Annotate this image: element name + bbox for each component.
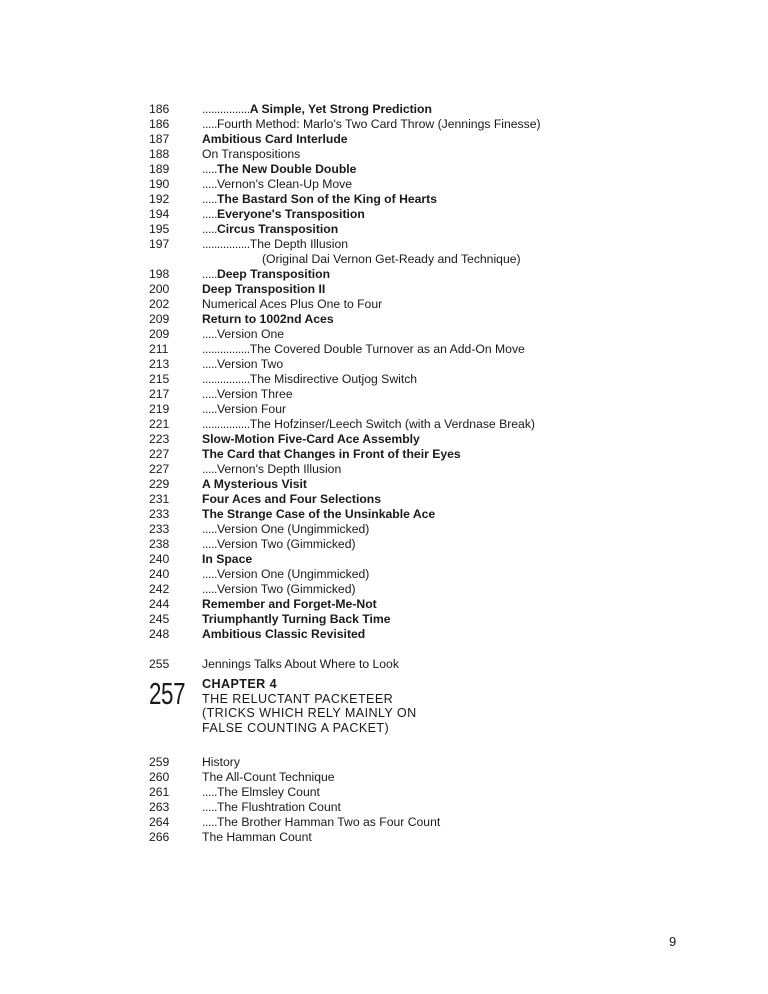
toc-page-number: 209 — [149, 327, 170, 341]
toc-leader-dots: ..... — [202, 222, 217, 236]
toc-title: Version One (Ungimmicked) — [216, 567, 370, 581]
toc-title: On Transpositions — [202, 147, 301, 161]
toc-title: Version One (Ungimmicked) — [216, 522, 370, 536]
toc-row — [149, 282, 749, 297]
toc-page-number: 259 — [149, 755, 170, 769]
toc-row — [149, 755, 749, 770]
toc-row — [149, 462, 749, 477]
toc-page-number: 240 — [149, 552, 170, 566]
toc-page-number: 189 — [149, 162, 170, 176]
toc-title: Slow-Motion Five-Card Ace Assembly — [202, 432, 420, 446]
chapter-title-line: (TRICKS WHICH RELY MAINLY ON — [202, 706, 417, 720]
toc-row — [149, 477, 749, 492]
toc-entry — [202, 162, 749, 177]
toc-row — [149, 612, 749, 627]
toc-group — [149, 102, 749, 252]
toc-page-number: 223 — [149, 432, 170, 446]
toc-leader-dots: ..... — [202, 785, 217, 799]
toc-row — [149, 102, 749, 117]
toc-entry — [202, 282, 749, 297]
toc-entry — [202, 770, 749, 785]
chapter-heading — [149, 677, 749, 735]
toc-title: Return to 1002nd Aces — [202, 312, 334, 326]
toc-entry — [202, 755, 749, 770]
toc-entry — [202, 462, 749, 477]
toc-leader-dots: ................ — [202, 372, 250, 386]
toc-entry — [202, 192, 749, 207]
toc-row — [149, 830, 749, 845]
toc-group — [149, 267, 749, 642]
page-number: 9 — [669, 934, 677, 949]
toc-entry — [202, 567, 749, 582]
toc-leader-dots: ..... — [202, 177, 217, 191]
toc-page-number: 197 — [149, 237, 170, 251]
toc-page-number: 190 — [149, 177, 170, 191]
toc-leader-dots: ..... — [202, 117, 217, 131]
toc-entry — [202, 447, 749, 462]
toc-row — [149, 297, 749, 312]
toc-title: The Bastard Son of the King of Hearts — [216, 192, 438, 206]
toc-leader-dots: ................ — [202, 417, 250, 431]
toc-page-number: 229 — [149, 477, 170, 491]
toc-row — [149, 432, 749, 447]
toc-group — [149, 755, 749, 845]
toc-entry — [202, 537, 749, 552]
toc-row — [149, 132, 749, 147]
chapter-title-line: FALSE COUNTING A PACKET) — [202, 720, 390, 735]
toc-title: Remember and Forget-Me-Not — [202, 597, 377, 611]
toc-leader-dots: ..... — [202, 387, 217, 401]
toc-leader-dots: ................ — [202, 102, 250, 116]
toc-row — [149, 417, 749, 432]
toc-page-number: 217 — [149, 387, 170, 401]
toc-title: The Hamman Count — [202, 830, 312, 844]
toc-page-number: 219 — [149, 402, 170, 416]
toc-entry — [202, 417, 749, 432]
toc-title: The Misdirective Outjog Switch — [249, 372, 418, 386]
toc-entry — [202, 237, 749, 252]
toc-title: The Covered Double Turnover as an Add-On Move — [249, 342, 525, 356]
toc-entry — [202, 800, 749, 815]
toc-title: The New Double Double — [216, 162, 357, 176]
toc-page-number: 244 — [149, 597, 170, 611]
toc-row — [149, 785, 749, 800]
toc-title: Version One — [216, 327, 285, 341]
toc-page-number: 233 — [149, 507, 170, 521]
toc-page-number: 233 — [149, 522, 170, 536]
toc-entry — [202, 267, 749, 282]
toc-page-number: 227 — [149, 447, 170, 461]
chapter-text — [202, 677, 417, 735]
toc-title: The Elmsley Count — [216, 785, 320, 799]
toc-title: The Brother Hamman Two as Four Count — [216, 815, 441, 829]
toc-title: The Strange Case of the Unsinkable Ace — [202, 507, 436, 521]
toc-page-number: 194 — [149, 207, 170, 221]
toc-entry — [202, 785, 749, 800]
chapter-page-number: 257 — [149, 676, 186, 711]
toc-page-number: 195 — [149, 222, 170, 236]
toc-entry — [202, 492, 749, 507]
toc-page-number: 227 — [149, 462, 170, 476]
toc-title: The All-Count Technique — [202, 770, 335, 784]
toc-entry — [202, 597, 749, 612]
toc-row — [149, 582, 749, 597]
toc-leader-dots: ..... — [202, 800, 217, 814]
toc-leader-dots: ................ — [202, 237, 250, 251]
toc-leader-dots: ..... — [202, 567, 217, 581]
toc-title: Version Three — [216, 387, 293, 401]
toc-row — [149, 387, 749, 402]
toc-row — [149, 567, 749, 582]
toc-title: A Mysterious Visit — [202, 477, 307, 491]
toc-title: In Space — [202, 552, 253, 566]
toc-title: Circus Transposition — [216, 222, 339, 236]
toc-entry — [202, 612, 749, 627]
toc-page-number: 209 — [149, 312, 170, 326]
toc-title: Ambitious Classic Revisited — [202, 627, 366, 641]
spacer — [149, 642, 749, 657]
toc-leader-dots: ..... — [202, 162, 217, 176]
toc-entry — [202, 507, 749, 522]
toc-leader-dots: ................ — [202, 342, 250, 356]
toc-row — [149, 597, 749, 612]
toc-entry — [202, 117, 749, 132]
toc-row — [149, 327, 749, 342]
toc-entry — [202, 372, 749, 387]
toc-page-number: 200 — [149, 282, 170, 296]
toc-leader-dots: ..... — [202, 267, 217, 281]
toc-leader-dots: ..... — [202, 207, 217, 221]
toc-row — [149, 552, 749, 567]
toc-row — [149, 522, 749, 537]
toc-row — [149, 537, 749, 552]
toc-leader-dots: ..... — [202, 815, 217, 829]
toc-row — [149, 657, 749, 672]
toc-entry — [202, 132, 749, 147]
toc-continuation-row — [149, 252, 749, 267]
toc-entry — [202, 627, 749, 642]
toc-row — [149, 770, 749, 785]
toc-page-number: 198 — [149, 267, 170, 281]
toc-page-number: 266 — [149, 830, 170, 844]
toc-row — [149, 237, 749, 252]
toc-row — [149, 312, 749, 327]
toc-title: The Flushtration Count — [216, 800, 341, 814]
toc-entry — [202, 102, 749, 117]
toc-title: The Hofzinser/Leech Switch (with a Verdnase Break) — [249, 417, 535, 431]
toc-entry — [202, 552, 749, 567]
toc-row — [149, 357, 749, 372]
toc-leader-dots: ..... — [202, 357, 217, 371]
toc-page-number: 263 — [149, 800, 170, 814]
toc-entry — [202, 477, 749, 492]
toc-page-number: 211 — [149, 342, 169, 356]
chapter-title-line: THE RELUCTANT PACKETEER — [202, 691, 394, 706]
toc-entry — [202, 342, 749, 357]
toc-page-number: 255 — [149, 657, 170, 671]
toc-page-number: 242 — [149, 582, 170, 596]
toc-title: Vernon's Clean-Up Move — [216, 177, 353, 191]
toc-title: The Depth Illusion — [249, 237, 349, 251]
toc-row — [149, 492, 749, 507]
toc-title: Version Two (Gimmicked) — [216, 537, 356, 551]
toc-row — [149, 267, 749, 282]
toc-entry — [202, 297, 749, 312]
toc-entry — [202, 147, 749, 162]
toc-page-number: 248 — [149, 627, 170, 641]
table-of-contents — [149, 102, 749, 845]
toc-page-number: 261 — [149, 785, 170, 799]
toc-page-number: 221 — [149, 417, 170, 431]
toc-title: Fourth Method: Marlo's Two Card Throw (Jennings Finesse) — [216, 117, 541, 131]
toc-leader-dots: ..... — [202, 537, 217, 551]
toc-title: Version Two — [216, 357, 284, 371]
toc-entry — [202, 402, 749, 417]
toc-row — [149, 447, 749, 462]
toc-leader-dots: ..... — [202, 192, 217, 206]
toc-row — [149, 402, 749, 417]
toc-row — [149, 192, 749, 207]
toc-title: Triumphantly Turning Back Time — [202, 612, 391, 626]
toc-page-number: 213 — [149, 357, 170, 371]
toc-entry — [202, 222, 749, 237]
toc-entry — [202, 815, 749, 830]
toc-page-number: 245 — [149, 612, 170, 626]
toc-row — [149, 627, 749, 642]
toc-row — [149, 222, 749, 237]
toc-title: History — [202, 755, 240, 769]
toc-leader-dots: ..... — [202, 582, 217, 596]
toc-page-number: 215 — [149, 372, 170, 386]
toc-page-number: 238 — [149, 537, 170, 551]
toc-row — [149, 342, 749, 357]
toc-title: Ambitious Card Interlude — [202, 132, 348, 146]
toc-group — [149, 657, 749, 672]
toc-leader-dots: ..... — [202, 327, 217, 341]
toc-entry — [202, 357, 749, 372]
toc-page-number: 187 — [149, 132, 170, 146]
toc-leader-dots: ..... — [202, 402, 217, 416]
toc-title: Version Two (Gimmicked) — [216, 582, 356, 596]
toc-title: Four Aces and Four Selections — [202, 492, 382, 506]
toc-title: Version Four — [216, 402, 287, 416]
toc-entry — [202, 522, 749, 537]
toc-title-continuation: (Original Dai Vernon Get-Ready and Technique) — [262, 252, 521, 266]
toc-leader-dots: ..... — [202, 522, 217, 536]
toc-entry — [202, 432, 749, 447]
toc-page-number: 188 — [149, 147, 170, 161]
toc-row — [149, 147, 749, 162]
toc-row — [149, 507, 749, 522]
toc-entry — [202, 387, 749, 402]
toc-entry — [202, 830, 749, 845]
chapter-label: CHAPTER 4 — [202, 677, 277, 691]
toc-row — [149, 162, 749, 177]
toc-entry — [202, 327, 749, 342]
toc-page-number: 260 — [149, 770, 170, 784]
toc-page-number: 186 — [149, 102, 170, 116]
toc-title: Everyone's Transposition — [216, 207, 365, 221]
toc-page-number: 202 — [149, 297, 170, 311]
toc-row — [149, 372, 749, 387]
toc-row — [149, 800, 749, 815]
toc-page-number: 231 — [149, 492, 170, 506]
toc-entry — [202, 582, 749, 597]
toc-entry — [202, 177, 749, 192]
toc-row — [149, 207, 749, 222]
toc-page-number: 186 — [149, 117, 170, 131]
toc-row — [149, 177, 749, 192]
toc-leader-dots: ..... — [202, 462, 217, 476]
toc-title: Vernon's Depth Illusion — [216, 462, 342, 476]
toc-page-number: 240 — [149, 567, 170, 581]
toc-entry — [202, 312, 749, 327]
toc-entry — [202, 657, 749, 672]
toc-title: Deep Transposition II — [202, 282, 326, 296]
toc-title: A Simple, Yet Strong Prediction — [249, 102, 432, 116]
toc-title: The Card that Changes in Front of their Eyes — [202, 447, 461, 461]
toc-row — [149, 117, 749, 132]
toc-entry — [202, 207, 749, 222]
toc-title: Jennings Talks About Where to Look — [202, 657, 399, 671]
toc-page-number: 192 — [149, 192, 170, 206]
toc-page-number: 264 — [149, 815, 170, 829]
toc-title: Numerical Aces Plus One to Four — [202, 297, 383, 311]
toc-title: Deep Transposition — [216, 267, 331, 281]
toc-row — [149, 815, 749, 830]
